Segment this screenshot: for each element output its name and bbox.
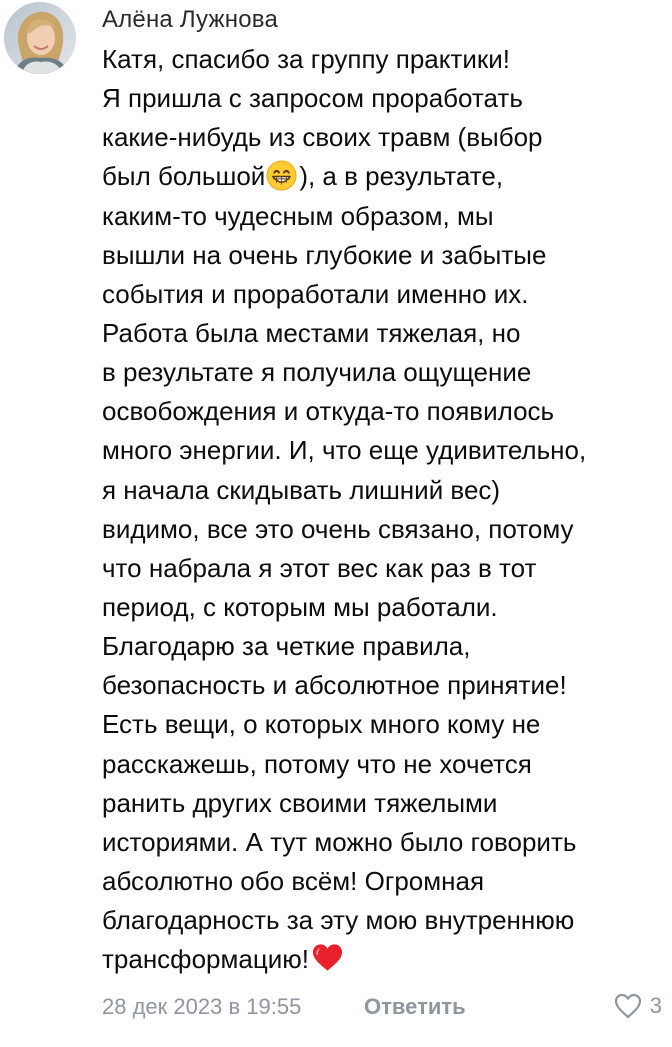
text-fragment: (выбор xyxy=(450,122,543,153)
comment-line xyxy=(102,431,667,470)
comment-line xyxy=(102,236,667,275)
text-fragment: Работа была местами тяжелая, но xyxy=(102,317,521,348)
underlined-phrase: безопасность и абсолютное принятие! xyxy=(102,670,567,701)
text-fragment: был большой xyxy=(102,161,266,192)
reply-button[interactable]: Ответить xyxy=(364,994,466,1019)
comment-line xyxy=(102,627,667,666)
text-fragment: что набрала я этот вес как раз в тот xyxy=(102,552,537,583)
text-fragment: И, что еще удивительно, xyxy=(281,435,587,466)
comment-line xyxy=(102,901,667,940)
underlined-phrase: много энергии. xyxy=(102,435,282,466)
underlined-phrase: я получила ощущение xyxy=(260,357,532,388)
text-fragment: и откуда-то xyxy=(276,396,427,427)
comment-line xyxy=(102,392,667,431)
comment-footer xyxy=(102,994,662,1024)
avatar-photo xyxy=(4,2,76,74)
comment-line xyxy=(102,823,667,862)
text-fragment: Благодарю за xyxy=(102,631,276,662)
comment-line xyxy=(102,275,667,314)
underlined-phrase: в результате, xyxy=(344,161,504,192)
underlined-phrase: четкие правила, xyxy=(275,631,471,662)
comment-line xyxy=(102,549,667,588)
text-fragment: видимо, все это очень связано, потому xyxy=(102,513,574,544)
avatar[interactable] xyxy=(4,2,76,74)
comment-line xyxy=(102,705,667,744)
text-fragment: каким-то чудесным образом, мы xyxy=(102,200,494,231)
text-fragment: в результате xyxy=(102,357,261,388)
comment-line xyxy=(102,79,667,118)
comment-line xyxy=(102,784,667,823)
text-fragment: Есть вещи, о которых много кому не xyxy=(102,709,541,740)
like-button[interactable] xyxy=(614,993,662,1019)
author-name[interactable]: Алёна Лужнова xyxy=(102,6,279,33)
text-fragment: трансформацию! xyxy=(102,944,309,975)
text-fragment: Катя, спасибо за группу практики! xyxy=(102,44,510,74)
underlined-phrase: освобождения xyxy=(102,396,277,427)
text-fragment: ), а xyxy=(299,161,345,192)
red-heart-icon xyxy=(311,942,344,973)
comment-line xyxy=(102,510,667,549)
comment-line xyxy=(102,862,667,901)
text-fragment: я начала скидывать лишний вес) xyxy=(102,474,501,505)
underlined-phrase: события и проработали именно их. xyxy=(102,278,529,309)
comment-line xyxy=(102,314,667,353)
text-fragment: расскажешь, потому что не хочется xyxy=(102,748,532,779)
comment-line xyxy=(102,40,667,79)
comment-line xyxy=(102,471,667,510)
grinning-face-icon xyxy=(266,160,297,191)
underlined-phrase: какие-нибудь из своих травм xyxy=(102,122,451,153)
comment-line xyxy=(102,118,667,157)
text-fragment: абсолютно обо всём! Огромная xyxy=(102,865,485,896)
heart-outline-icon xyxy=(614,993,642,1019)
comment-line xyxy=(102,666,667,705)
comment-line xyxy=(102,745,667,784)
comment-line xyxy=(102,940,667,979)
comment-line xyxy=(102,353,667,392)
likes-count: 3 xyxy=(649,993,662,1018)
text-fragment: Я xyxy=(102,83,128,114)
underlined-phrase: появилось xyxy=(426,396,555,427)
comment-line xyxy=(102,588,667,627)
text-fragment: период, с которым мы работали. xyxy=(102,591,498,622)
text-fragment: ранить других своими тяжелыми xyxy=(102,787,498,818)
underlined-phrase: пришла с запросом проработать xyxy=(128,83,523,114)
comment-line xyxy=(102,157,667,196)
comment-date[interactable]: 28 дек 2023 в 19:55 xyxy=(102,994,302,1019)
comment-text xyxy=(102,40,667,979)
comment-line xyxy=(102,197,667,236)
underlined-phrase: вышли на очень глубокие и забытые xyxy=(102,239,547,270)
text-fragment: историями. А тут можно было говорить xyxy=(102,826,577,857)
text-fragment: благодарность за эту мою внутреннюю xyxy=(102,905,575,936)
